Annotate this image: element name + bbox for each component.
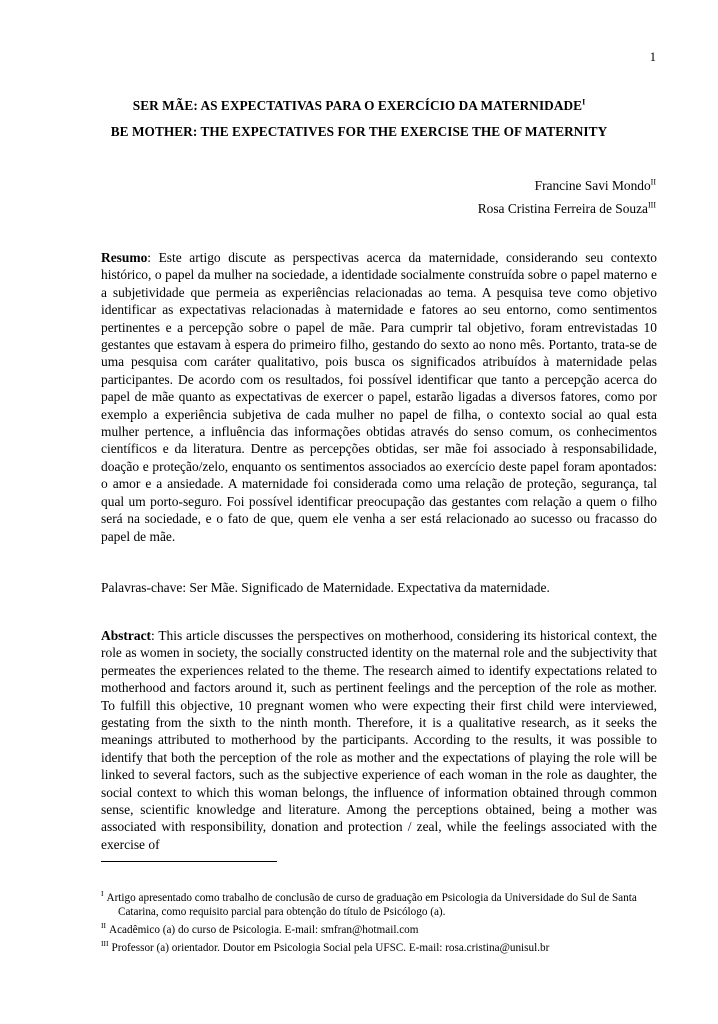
footnote-3-marker: III: [101, 939, 109, 949]
author-2: [478, 201, 656, 217]
author-1: [535, 178, 656, 194]
footnote-2: [101, 923, 657, 937]
footnote-1-text: Artigo apresentado como trabalho de conclusão de curso de graduação em Psicologia da Universidade do Sul de Santa Catarina, como requisito parcial para obtenção do título de Psicólogo (a).: [106, 892, 637, 919]
page-number: 1: [649, 50, 656, 64]
title-portuguese: [40, 98, 678, 114]
title-portuguese-text: SER MÃE: AS EXPECTATIVAS PARA O EXERCÍCIO DA MATERNIDADE: [132, 98, 583, 113]
title-footnote-marker: I: [582, 97, 586, 107]
footnote-2-text: Acadêmico (a) do curso de Psicologia. E-mail: smfran@hotmail.com: [109, 924, 419, 936]
keywords-paragraph: Palavras-chave: Ser Mãe. Significado de Maternidade. Expectativa da maternidade.: [101, 580, 550, 595]
author-2-footnote-marker: III: [648, 200, 656, 210]
resumo-paragraph: [101, 249, 657, 545]
footnote-3-text: Professor (a) orientador. Doutor em Psicologia Social pela UFSC. E-mail: rosa.cristina@unisul.br: [111, 942, 550, 954]
footnote-separator: [101, 861, 277, 862]
footnote-2-marker: II: [101, 921, 106, 931]
footnote-3: [101, 941, 657, 955]
title-english: BE MOTHER: THE EXPECTATIVES FOR THE EXERCISE THE OF MATERNITY: [110, 124, 608, 139]
author-1-footnote-marker: II: [650, 177, 656, 187]
resumo-text: : Este artigo discute as perspectivas acerca da maternidade, considerando seu contexto histórico, o papel da mulher na sociedade, a identidade socialmente construída sobre o papel materno e a subjetividade que permeia as experiências relacionadas ao tema. A pesquisa teve como objetivo identificar as expectativas relacionadas à maternidade e fatores ao seu entorno, como sentimentos pertinentes e a percepção sobre o papel de mãe. Para cumprir tal objetivo, foram entrevistadas 10 gestantes que estavam à espera do primeiro filho, gestando do sexto ao nono mês. Portanto, trata-se de uma pesquisa com caráter qualitativo, pois busca os significados atribuídos à maternidade pelas participantes. De acordo com os resultados, foi possível identificar que tanto a percepção acerca do papel de mãe quanto as expectativas de exercer o papel, estarão ligadas a diversos fatores, como por exemplo a experiência subjetiva de cada mulher no papel de filha, o contexto social ao qual esta mulher pertence, a influência das informações obtidas através do senso comum, os conhecimentos científicos e da literatura. Dentre as percepções obtidas, ser mãe foi associado à responsabilidade, doação e proteção/zelo, enquanto os sentimentos associados ao exercício deste papel foram apontados: o amor e a ansiedade. A maternidade foi considerada como uma relação de proteção, segurança, tal qual um porto-seguro. Foi possível identificar preocupação das gestantes com relação a quem o filho será na sociedade, e o fato de que, quem ele venha a ser está relacionado ao sucesso ou fracasso do papel de mãe.: [101, 250, 657, 544]
abstract-label: Abstract: [101, 628, 152, 643]
footnote-1: [101, 891, 674, 920]
abstract-paragraph: [101, 627, 657, 853]
author-2-name: Rosa Cristina Ferreira de Souza: [477, 201, 648, 216]
author-1-name: Francine Savi Mondo: [534, 178, 651, 193]
abstract-text: : This article discusses the perspectives on motherhood, considering its historical context, the role as women in society, the socially constructed identity on the maternal role and the subjectivity that permeates the experiences related to the theme. The research aimed to identify expectations related to motherhood and factors around it, such as pertinent feelings and the perception of the role as mother. To fulfill this objective, 10 pregnant women who were expecting their first child were interviewed, gestating from the sixth to the ninth month. Therefore, it is a qualitative research, as it seeks the meanings attributed to motherhood by the participants. According to the results, it was possible to identify that both the perception of the role as mother and the expectations of playing the role will be linked to several factors, such as the subjective experience of each woman in the role as daughter, the social context to which this woman belongs, the influence of information obtained through common sense, scientific knowledge and literature. Among the perceptions obtained, being a mother was associated with responsibility, donation and protection / zeal, while the feelings associated with the exercise of: [101, 628, 657, 852]
resumo-label: Resumo: [101, 250, 148, 265]
footnote-1-marker: I: [101, 889, 104, 899]
